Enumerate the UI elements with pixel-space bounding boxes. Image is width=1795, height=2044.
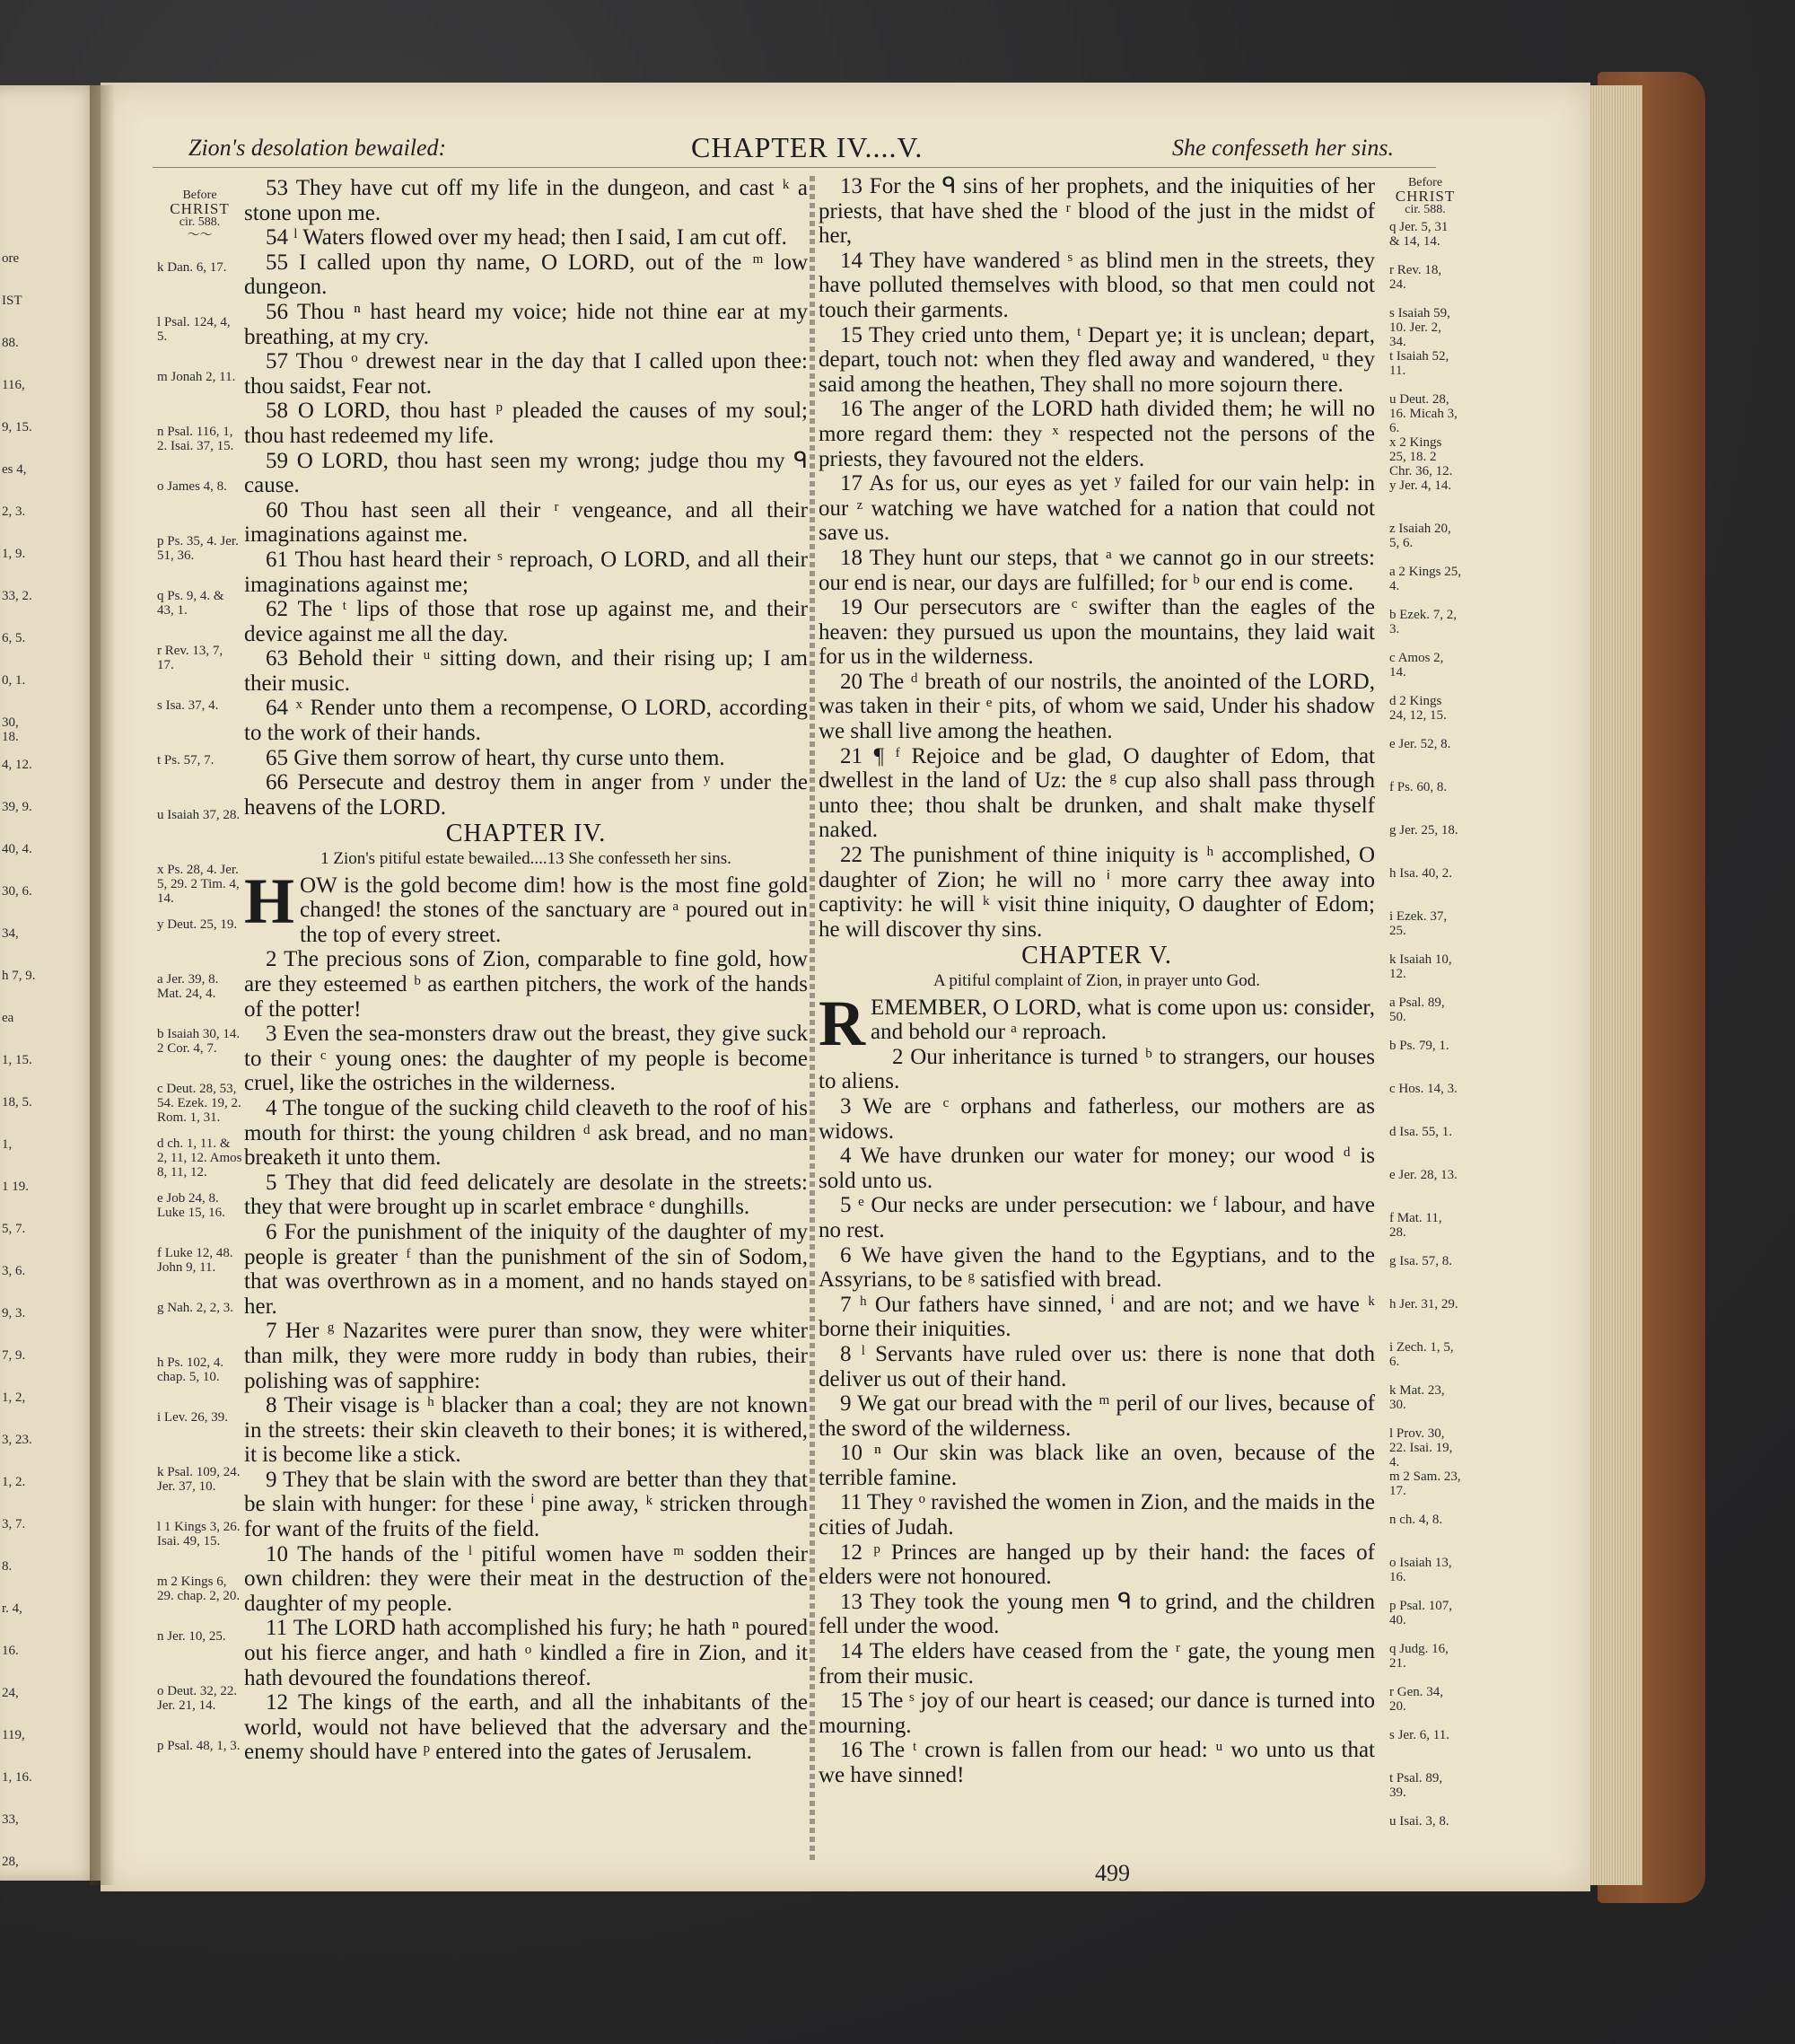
- verse: 2 The precious sons of Zion, comparable to fine gold, how are they esteemed ᵇ as earthen pitchers, the work of the hands of the potter!: [244, 947, 808, 1022]
- verse: 7 Her ᵍ Nazarites were purer than snow, they were whiter than milk, they were more ruddy in body than rubies, their polishing was of sapphire:: [244, 1319, 808, 1393]
- margin-reference: y Deut. 25, 19.: [157, 917, 238, 932]
- margin-reference: f Ps. 60, 8.: [1389, 780, 1448, 794]
- verse: 62 The ᵗ lips of those that rose up against me, and their device against me all the day.: [244, 597, 808, 646]
- previous-page-reference: 30, 18.: [2, 715, 19, 744]
- previous-page-reference: 16.: [2, 1644, 19, 1658]
- previous-page-reference: 39, 9.: [2, 800, 32, 814]
- previous-page-reference: 3, 23.: [2, 1433, 32, 1447]
- verse: 55 I called upon thy name, O LORD, out of the ᵐ low dungeon.: [244, 250, 808, 300]
- previous-page-reference: 3, 7.: [2, 1517, 26, 1531]
- previous-page-reference: 24,: [2, 1686, 19, 1700]
- christ-label: CHRIST: [170, 200, 230, 217]
- column-divider: [810, 176, 815, 1864]
- header-rule: [153, 167, 1436, 168]
- previous-page-reference: 33, 2.: [2, 589, 32, 603]
- previous-page-reference: 9, 15.: [2, 420, 32, 434]
- verse: 54 ˡ Waters flowed over my head; then I said, I am cut off.: [266, 225, 787, 250]
- verse: 10 The hands of the ˡ pitiful women have ᵐ sodden their own children: they were their meat in the destruction of the daughter of my people.: [244, 1541, 808, 1616]
- verse: 3 Even the sea-monsters draw out the breast, they give suck to their ᶜ young ones: the daughter of my people is become cruel, like the ostriches in the wilderness.: [244, 1022, 808, 1096]
- margin-reference: q Jer. 5, 31 & 14, 14.: [1389, 220, 1449, 249]
- margin-reference: r Rev. 18, 24.: [1389, 263, 1442, 292]
- previous-page-reference: 1, 16.: [2, 1770, 32, 1785]
- verse: 12 The kings of the earth, and all the inhabitants of the world, would not have believed that the adversary and the enemy should have ᵖ entered into the gates of Jerusalem.: [244, 1690, 808, 1765]
- verse: 16 The anger of the LORD hath divided them; he will no more regard them: they ˣ respected not the persons of the priests, they favoured not the elders.: [819, 397, 1375, 471]
- verse: 20 The ᵈ breath of our nostrils, the anointed of the LORD, was taken in their ᵉ pits, of whom we said, Under his shadow we shall live among the heathen.: [819, 669, 1375, 744]
- verse: 18 They hunt our steps, that ᵃ we cannot go in our streets: our end is near, our days are fulfilled; for ᵇ our end is come.: [819, 545, 1375, 595]
- verse: 6 For the punishment of the iniquity of the daughter of my people is greater ᶠ than the punishment of the sin of Sodom, that was overthrown as in a moment, and no hands stayed on her.: [244, 1219, 808, 1319]
- margin-reference: q Judg. 16, 21.: [1389, 1642, 1449, 1671]
- previous-page-reference: 0, 1.: [2, 673, 26, 688]
- margin-reference: c Deut. 28, 53, 54. Ezek. 19, 2. Rom. 1, 31.: [157, 1082, 241, 1125]
- margin-reference: l 1 Kings 3, 26. Isai. 49, 15.: [157, 1520, 241, 1548]
- verse: 61 Thou hast heard their ˢ reproach, O LORD, and all their imaginations against me;: [244, 547, 808, 597]
- verse: 14 They have wandered ˢ as blind men in the streets, they have polluted themselves with blood, so that men could not touch their garments.: [819, 248, 1375, 322]
- margin-reference: f Luke 12, 48. John 9, 11.: [157, 1246, 233, 1275]
- verse: 58 O LORD, thou hast ᵖ pleaded the causes of my soul; thou hast redeemed my life.: [244, 399, 808, 448]
- chapter-summary: 1 Zion's pitiful estate bewailed....13 She confesseth her sins.: [320, 849, 731, 869]
- verse: 2 Our inheritance is turned ᵇ to strangers, our houses to aliens.: [819, 1044, 1375, 1094]
- margin-reference: m 2 Kings 6, 29. chap. 2, 20.: [157, 1575, 241, 1603]
- verse: 19 Our persecutors are ᶜ swifter than the eagles of the heaven: they pursued us upon the mountains, they laid wait for us in the wilderness.: [819, 595, 1375, 670]
- verse: 5 They that did feed delicately are desolate in the streets: they that were brought up in scarlet embrace ᵉ dunghills.: [244, 1170, 808, 1220]
- verse: 9 They that be slain with the sword are better than they that be slain with hunger: for these ⁱ pine away, ᵏ stricken through for want of the fruits of the field.: [244, 1467, 808, 1542]
- previous-page-reference: r. 4,: [2, 1601, 22, 1616]
- margin-reference: n Jer. 10, 25.: [157, 1629, 226, 1644]
- previous-page-reference: 4, 12.: [2, 758, 32, 772]
- previous-page-reference: 88.: [2, 336, 19, 350]
- previous-page-reference: 8.: [2, 1559, 13, 1574]
- verse: 17 As for us, our eyes as yet ʸ failed for our vain help: in our ᶻ watching we have watched for a nation that could not save us.: [819, 471, 1375, 546]
- drop-cap: H: [244, 864, 295, 937]
- verse: 8 Their visage is ʰ blacker than a coal; they are not known in the streets: their skin cleaveth to their bones; it is withered, it is become like a stick.: [244, 1393, 808, 1468]
- margin-reference: c Amos 2, 14.: [1389, 651, 1444, 680]
- margin-reference: u Deut. 28, 16. Micah 3, 6.: [1389, 392, 1458, 435]
- margin-reference: s Isaiah 59, 10. Jer. 2, 34.: [1389, 306, 1450, 349]
- year-label: cir. 588.: [179, 215, 221, 229]
- verse: 3 We are ᶜ orphans and fatherless, our mothers are as widows.: [819, 1093, 1375, 1144]
- year-label: cir. 588.: [1405, 203, 1446, 216]
- margin-reference: b Isaiah 30, 14. 2 Cor. 4, 7.: [157, 1027, 241, 1056]
- margin-reference: o James 4, 8.: [157, 479, 227, 494]
- margin-reference: d 2 Kings 24, 12, 15.: [1389, 694, 1447, 723]
- margin-reference: h Isa. 40, 2.: [1389, 866, 1452, 881]
- verse: 12 ᵖ Princes are hanged up by their hand: the faces of elders were not honoured.: [819, 1540, 1375, 1590]
- verse: 64 ˣ Render unto them a recompense, O LORD, according to the work of their hands.: [244, 696, 808, 746]
- flourish-ornament: 〜〜: [187, 229, 213, 242]
- verse: 22 The punishment of thine iniquity is ʰ accomplished, O daughter of Zion; he will no ⁱ more carry thee away into captivity: he will ᵏ visit thine iniquity, O daughter of Edom; he will discover thy sins.: [819, 843, 1375, 942]
- previous-page-reference: 33,: [2, 1812, 19, 1827]
- margin-reference: k Mat. 23, 30.: [1389, 1383, 1445, 1412]
- verse: 4 We have drunken our water for money; our wood ᵈ is sold unto us.: [819, 1144, 1375, 1193]
- verse: 5 ᵉ Our necks are under persecution: we ᶠ labour, and have no rest.: [819, 1193, 1375, 1242]
- margin-reference: b Ezek. 7, 2, 3.: [1389, 608, 1457, 636]
- margin-reference: t Ps. 57, 7.: [157, 753, 215, 768]
- verse: 13 They took the young men ᑫ to grind, and the children fell under the wood.: [819, 1589, 1375, 1639]
- previous-page-reference: 9, 3.: [2, 1306, 26, 1320]
- margin-reference: t Isaiah 52, 11.: [1389, 349, 1449, 378]
- margin-reference: a Psal. 89, 50.: [1389, 996, 1445, 1024]
- previous-page-reference: 116,: [2, 378, 25, 392]
- margin-reference: b Ps. 79, 1.: [1389, 1039, 1449, 1053]
- chapter-first-verse: [819, 987, 1375, 1059]
- verse: 13 For the ᑫ sins of her prophets, and the iniquities of her priests, that have shed the ʳ blood of the just in the midst of her,: [819, 174, 1375, 249]
- margin-reference: t Psal. 89, 39.: [1389, 1771, 1443, 1800]
- verse: 4 The tongue of the sucking child cleaveth to the roof of his mouth for thirst: the young children ᵈ ask bread, and no man breaketh it unto them.: [244, 1095, 808, 1171]
- previous-page-reference: ore: [2, 251, 20, 266]
- before-label: Before: [182, 189, 217, 202]
- chapter-first-verse: [244, 864, 808, 948]
- margin-reference: n Psal. 116, 1, 2. Isai. 37, 15.: [157, 425, 234, 453]
- verse: 53 They have cut off my life in the dungeon, and cast ᵏ a stone upon me.: [244, 176, 808, 225]
- previous-page-reference: 7, 9.: [2, 1348, 26, 1363]
- previous-page-reference: 28,: [2, 1855, 19, 1869]
- margin-reference: u Isaiah 37, 28.: [157, 808, 241, 822]
- spine-shadow: [90, 85, 115, 1885]
- margin-reference: c Hos. 14, 3.: [1389, 1082, 1458, 1096]
- margin-reference: x 2 Kings 25, 18. 2 Chr. 36, 12.: [1389, 435, 1453, 478]
- margin-reference: f Mat. 11, 28.: [1389, 1211, 1442, 1240]
- verse: 6 We have given the hand to the Egyptians, and to the Assyrians, to be ᵍ satisfied with bread.: [819, 1242, 1375, 1293]
- margin-reference: z Isaiah 20, 5, 6.: [1389, 522, 1451, 550]
- previous-page-reference: 3, 6.: [2, 1264, 26, 1278]
- previous-page-reference: 1, 9.: [2, 547, 26, 561]
- margin-reference: k Psal. 109, 24. Jer. 37, 10.: [157, 1465, 241, 1494]
- verse: 66 Persecute and destroy them in anger from ʸ under the heavens of the LORD.: [244, 770, 808, 820]
- margin-reference: y Jer. 4, 14.: [1389, 478, 1452, 493]
- margin-reference: l Prov. 30, 22. Isai. 19, 4.: [1389, 1426, 1453, 1469]
- left-margin-notes: [157, 189, 242, 1753]
- previous-page-reference: ea: [2, 1011, 14, 1025]
- previous-page-reference: 34,: [2, 926, 19, 941]
- verse: 60 Thou hast seen all their ʳ vengeance, and all their imaginations against me.: [244, 497, 808, 548]
- previous-page-reference: 1, 2.: [2, 1475, 26, 1489]
- page-edges: [1589, 85, 1642, 1885]
- previous-page-reference: 1 19.: [2, 1180, 29, 1194]
- first-verse-text: OW is the gold become dim! how is the most fine gold changed! the stones of the sanctuary are ᵃ poured out in the top of every street.: [300, 873, 808, 947]
- verse: 15 The ˢ joy of our heart is ceased; our dance is turned into mourning.: [819, 1689, 1375, 1738]
- verse: 7 ʰ Our fathers have sinned, ⁱ and are not; and we have ᵏ borne their iniquities.: [819, 1292, 1375, 1342]
- previous-page-reference: 1, 2,: [2, 1390, 26, 1405]
- margin-reference: p Psal. 107, 40.: [1389, 1599, 1453, 1627]
- margin-reference: e Jer. 28, 13.: [1389, 1168, 1458, 1182]
- previous-page-reference: 40, 4.: [2, 842, 32, 856]
- margin-reference: g Isa. 57, 8.: [1389, 1254, 1452, 1268]
- before-label: Before: [1407, 176, 1443, 189]
- margin-reference: i Zech. 1, 5, 6.: [1389, 1340, 1454, 1369]
- before-christ-box: [1389, 176, 1461, 216]
- previous-page-reference: IST: [2, 294, 22, 308]
- margin-reference: q Ps. 9, 4. & 43, 1.: [157, 589, 224, 618]
- margin-reference: r Gen. 34, 20.: [1389, 1685, 1443, 1714]
- running-head-chapter: CHAPTER IV....V.: [691, 131, 924, 163]
- chapter-summary: A pitiful complaint of Zion, in prayer unto God.: [933, 971, 1261, 990]
- before-christ-box: [157, 189, 242, 242]
- margin-reference: l Psal. 124, 4, 5.: [157, 315, 231, 344]
- margin-reference: p Ps. 35, 4. Jer. 51, 36.: [157, 534, 239, 563]
- margin-reference: p Psal. 48, 1, 3.: [157, 1739, 241, 1753]
- margin-reference: n ch. 4, 8.: [1389, 1513, 1443, 1527]
- margin-reference: d ch. 1, 11. & 2, 11, 12. Amos 8, 11, 12.: [157, 1136, 242, 1180]
- margin-reference: o Deut. 32, 22. Jer. 21, 14.: [157, 1684, 238, 1713]
- verse: 56 Thou ⁿ hast heard my voice; hide not thine ear at my breathing, at my cry.: [244, 299, 808, 349]
- verse: 14 The elders have ceased from the ʳ gate, the young men from their music.: [819, 1639, 1375, 1689]
- verse: 21 ¶ ᶠ Rejoice and be glad, O daughter of Edom, that dwellest in the land of Uz: the ᵍ cup also shall pass through unto thee; thou shalt be drunken, and shalt make thyself naked.: [819, 743, 1375, 843]
- margin-reference: x Ps. 28, 4. Jer. 5, 29. 2 Tim. 4, 14.: [157, 863, 240, 906]
- margin-reference: a Jer. 39, 8. Mat. 24, 4.: [157, 972, 219, 1001]
- previous-page-reference: 6, 5.: [2, 631, 26, 645]
- margin-reference: h Ps. 102, 4. chap. 5, 10.: [157, 1355, 224, 1384]
- previous-page-reference: h 7, 9.: [2, 969, 36, 983]
- previous-page-reference: 2, 3.: [2, 504, 26, 519]
- right-margin-notes: [1389, 176, 1461, 1829]
- margin-reference: s Isa. 37, 4.: [157, 698, 219, 713]
- previous-page-reference: 5, 7.: [2, 1222, 26, 1236]
- previous-page-sliver: [0, 85, 102, 1911]
- margin-reference: o Isaiah 13, 16.: [1389, 1556, 1452, 1584]
- chapter-heading: CHAPTER IV.: [445, 820, 607, 848]
- margin-reference: m Jonah 2, 11.: [157, 370, 236, 384]
- verse: 10 ⁿ Our skin was black like an oven, because of the terrible famine.: [819, 1441, 1375, 1490]
- first-verse-text: EMEMBER, O LORD, what is come upon us: consider, and behold our ᵃ reproach.: [871, 995, 1375, 1045]
- previous-page-reference: 119,: [2, 1728, 25, 1742]
- margin-reference: u Isai. 3, 8.: [1389, 1814, 1449, 1829]
- margin-reference: k Dan. 6, 17.: [157, 260, 227, 275]
- margin-reference: e Job 24, 8. Luke 15, 16.: [157, 1191, 225, 1220]
- previous-page-reference: 18, 5.: [2, 1095, 32, 1110]
- running-head-right: She confesseth her sins.: [1172, 135, 1394, 161]
- margin-reference: g Nah. 2, 2, 3.: [157, 1301, 233, 1315]
- margin-reference: a 2 Kings 25, 4.: [1389, 565, 1461, 593]
- verse: 15 They cried unto them, ᵗ Depart ye; it is unclean; depart, depart, touch not: when they fled away and wandered, ᵘ they said among the heathen, They shall no more sojourn there.: [819, 322, 1375, 397]
- verse: 57 Thou ᵒ drewest near in the day that I called upon thee: thou saidst, Fear not.: [244, 349, 808, 399]
- chapter-heading: CHAPTER V.: [1021, 942, 1172, 970]
- page-number: 499: [1095, 1860, 1130, 1886]
- margin-reference: s Jer. 6, 11.: [1389, 1728, 1449, 1742]
- verse: 65 Give them sorrow of heart, thy curse unto them.: [266, 745, 725, 770]
- verse: 9 We gat our bread with the ᵐ peril of our lives, because of the sword of the wilderness.: [819, 1391, 1375, 1441]
- previous-page-reference: 1, 15.: [2, 1053, 32, 1067]
- margin-reference: k Isaiah 10, 12.: [1389, 952, 1452, 981]
- text-column-right: [819, 174, 1375, 1788]
- verse: 63 Behold their ᵘ sitting down, and their rising up; I am their music.: [244, 646, 808, 696]
- christ-label: CHRIST: [1395, 188, 1456, 205]
- margin-reference: i Ezek. 37, 25.: [1389, 909, 1448, 938]
- verse: 11 The LORD hath accomplished his fury; he hath ⁿ poured out his fierce anger, and hath ᵒ kindled a fire in Zion, and it hath devoured the foundations thereof.: [244, 1616, 808, 1690]
- previous-page-reference: 5, 7: [2, 1897, 22, 1911]
- verse: 59 O LORD, thou hast seen my wrong; judge thou my ᑫ cause.: [244, 448, 808, 498]
- verse: 16 The ᵗ crown is fallen from our head: ᵘ wo unto us that we have sinned!: [819, 1738, 1375, 1787]
- margin-reference: h Jer. 31, 29.: [1389, 1297, 1458, 1311]
- verse: 8 ˡ Servants have ruled over us: there is none that doth deliver us out of their hand.: [819, 1341, 1375, 1391]
- text-column-left: [244, 176, 808, 1765]
- drop-cap: R: [819, 987, 865, 1059]
- margin-reference: d Isa. 55, 1.: [1389, 1125, 1452, 1139]
- previous-page-reference: es 4,: [2, 462, 27, 477]
- previous-page-reference: 1,: [2, 1137, 13, 1152]
- verse: 11 They ᵒ ravished the women in Zion, and the maids in the cities of Judah.: [819, 1490, 1375, 1540]
- margin-reference: i Lev. 26, 39.: [157, 1410, 229, 1425]
- margin-reference: r Rev. 13, 7, 17.: [157, 644, 223, 672]
- margin-reference: e Jer. 52, 8.: [1389, 737, 1451, 751]
- margin-reference: g Jer. 25, 18.: [1389, 823, 1458, 838]
- running-head-left: Zion's desolation bewailed:: [188, 135, 447, 161]
- previous-page-reference: 30, 6.: [2, 884, 32, 899]
- margin-reference: m 2 Sam. 23, 17.: [1389, 1469, 1461, 1498]
